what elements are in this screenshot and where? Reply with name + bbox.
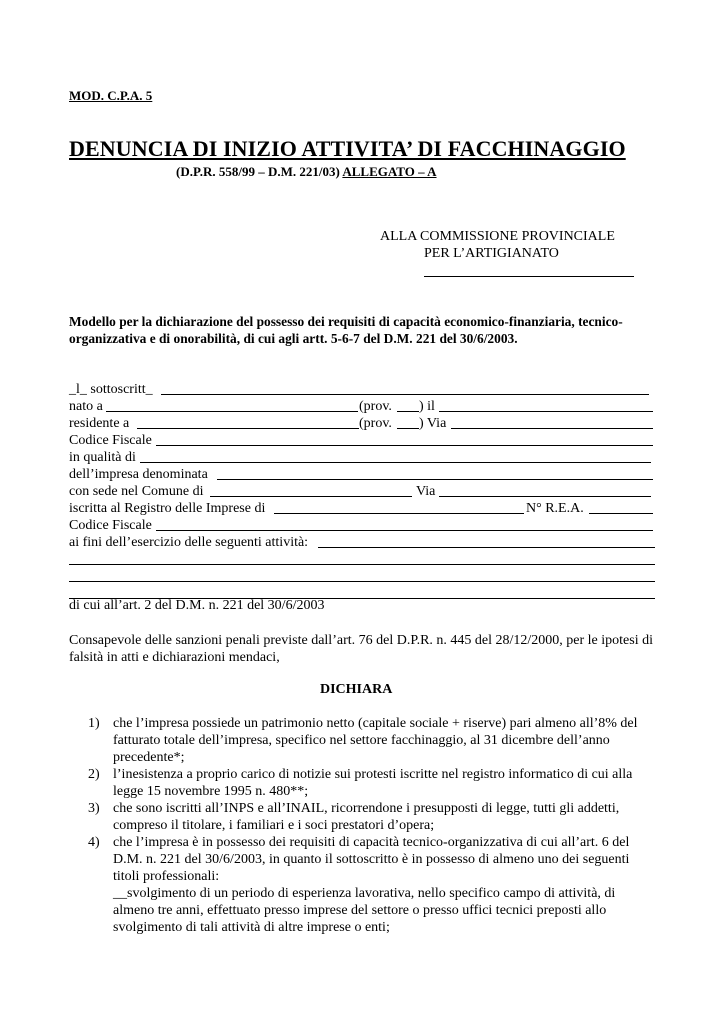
label-rea: N° R.E.A. bbox=[526, 501, 584, 516]
input-line-codice-fiscale-1[interactable] bbox=[156, 445, 653, 446]
field-qualita bbox=[69, 449, 651, 466]
document-title: DENUNCIA DI INIZIO ATTIVITA’ DI FACCHINAGGIO bbox=[69, 136, 626, 161]
label-in-qualita-di: in qualità di bbox=[69, 450, 136, 465]
model-code: MOD. C.P.A. 5 bbox=[69, 88, 153, 103]
declaration-item bbox=[88, 715, 658, 766]
field-attivita-extra-1 bbox=[69, 551, 655, 568]
label-codice-fiscale-1: Codice Fiscale bbox=[69, 433, 152, 448]
declaration-text: che sono iscritti all’INPS e all’INAIL, ricorrendone i presupposti di legge, tutti gli addetti, compreso il titolare, i familiari e i soci prestatori d’opera; bbox=[113, 801, 620, 833]
declaration-item bbox=[88, 766, 658, 800]
subtitle-refs: (D.P.R. 558/99 – D.M. 221/03) bbox=[176, 164, 340, 179]
dichiara-heading: DICHIARA bbox=[320, 682, 393, 697]
input-line-impresa-denominata[interactable] bbox=[217, 479, 653, 480]
input-line-data-nascita[interactable] bbox=[439, 411, 653, 412]
field-sottoscritto bbox=[69, 381, 649, 398]
input-line-sede-comune[interactable] bbox=[210, 496, 412, 497]
input-line-in-qualita-di[interactable] bbox=[140, 462, 651, 463]
label-impresa-denominata: dell’impresa denominata bbox=[69, 467, 208, 482]
subtitle-attachment: ALLEGATO – A bbox=[342, 164, 437, 179]
label-via-2: Via bbox=[416, 484, 436, 499]
field-impresa bbox=[69, 466, 653, 483]
declaration-number: 1) bbox=[88, 716, 100, 731]
input-line-attivita-extra[interactable] bbox=[69, 581, 655, 582]
field-sede bbox=[69, 483, 651, 500]
field-nascita bbox=[69, 398, 653, 415]
declaration-number: 3) bbox=[88, 801, 100, 816]
input-line-attivita[interactable] bbox=[318, 547, 655, 548]
label-codice-fiscale-2: Codice Fiscale bbox=[69, 518, 152, 533]
input-line-sottoscritto[interactable] bbox=[161, 394, 649, 395]
declaration-option[interactable]: __svolgimento di un periodo di esperienza lavorativa, nello specifico campo di attività, di almeno tre anni, effettuato presso imprese del settore o presso uffici tecnici preposti allo svolgimento di tali attività di altre imprese o enti; bbox=[113, 886, 616, 935]
field-codice-fiscale-2 bbox=[69, 517, 653, 534]
declaration-text: l’inesistenza a proprio carico di notizie sui protesti iscritte nel registro informatico di cui alla legge 15 novembre 1995 n. 480**; bbox=[113, 767, 633, 799]
input-line-nato-a[interactable] bbox=[106, 411, 358, 412]
label-sottoscritto: _l_ sottoscritt_ bbox=[69, 382, 153, 397]
field-codice-fiscale-1 bbox=[69, 432, 653, 449]
recipient-line-2: PER L’ARTIGIANATO bbox=[424, 246, 559, 261]
consapevole-paragraph: Consapevole delle sanzioni penali previste dall’art. 76 del D.P.R. n. 445 del 28/12/2000, per le ipotesi di falsità in atti e dichiarazioni mendaci, bbox=[69, 633, 653, 665]
input-line-rea[interactable] bbox=[589, 513, 653, 514]
field-residenza bbox=[69, 415, 653, 432]
label-residente-a: residente a bbox=[69, 416, 130, 431]
label-il: ) il bbox=[419, 399, 435, 414]
input-line-registro-imprese[interactable] bbox=[274, 513, 524, 514]
label-registro-imprese: iscritta al Registro delle Imprese di bbox=[69, 501, 266, 516]
input-line-residente-a[interactable] bbox=[137, 428, 359, 429]
label-sede-comune: con sede nel Comune di bbox=[69, 484, 204, 499]
declaration-text: che l’impresa possiede un patrimonio netto (capitale sociale + riserve) pari almeno all’8% del fatturato totale dell’impresa, specifico nel settore facchinaggio, al 31 dicembre dell’anno precedente*; bbox=[113, 716, 638, 765]
declarations-list bbox=[88, 715, 658, 936]
field-attivita bbox=[69, 534, 655, 551]
field-registro bbox=[69, 500, 653, 517]
recipient-blank-line[interactable] bbox=[424, 276, 634, 277]
intro-paragraph: Modello per la dichiarazione del possesso dei requisiti di capacità economico-finanziaria, tecnico-organizzativa e di onorabilità, di cui agli artt. 5-6-7 del D.M. 221 del 30/6/2003. bbox=[69, 314, 623, 346]
declaration-number: 2) bbox=[88, 767, 100, 782]
recipient-line-1: ALLA COMMISSIONE PROVINCIALE bbox=[380, 229, 615, 244]
label-prov-1: (prov. bbox=[359, 399, 392, 414]
declaration-text: che l’impresa è in possesso dei requisiti di capacità tecnico-organizzativa di cui all’art. 6 del D.M. n. 221 del 30/6/2003, in quanto il sottoscritto è in possesso di almeno uno dei seguenti titoli professionali: bbox=[113, 835, 630, 884]
document-subtitle bbox=[176, 164, 437, 180]
label-attivita: ai fini dell’esercizio delle seguenti attività: bbox=[69, 535, 309, 550]
declaration-item bbox=[88, 800, 658, 834]
input-line-attivita-extra[interactable] bbox=[69, 564, 655, 565]
input-line-prov-2[interactable] bbox=[397, 428, 419, 429]
input-line-via-2[interactable] bbox=[439, 496, 651, 497]
declaration-number: 4) bbox=[88, 835, 100, 850]
input-line-prov-1[interactable] bbox=[397, 411, 419, 412]
label-prov-2: (prov. bbox=[359, 416, 392, 431]
reference-line: di cui all’art. 2 del D.M. n. 221 del 30/6/2003 bbox=[69, 598, 325, 613]
declaration-item bbox=[88, 834, 658, 936]
input-line-via-1[interactable] bbox=[451, 428, 653, 429]
label-nato-a: nato a bbox=[69, 399, 103, 414]
field-attivita-extra-2 bbox=[69, 568, 655, 585]
label-via-1: ) Via bbox=[419, 416, 447, 431]
input-line-codice-fiscale-2[interactable] bbox=[156, 530, 653, 531]
